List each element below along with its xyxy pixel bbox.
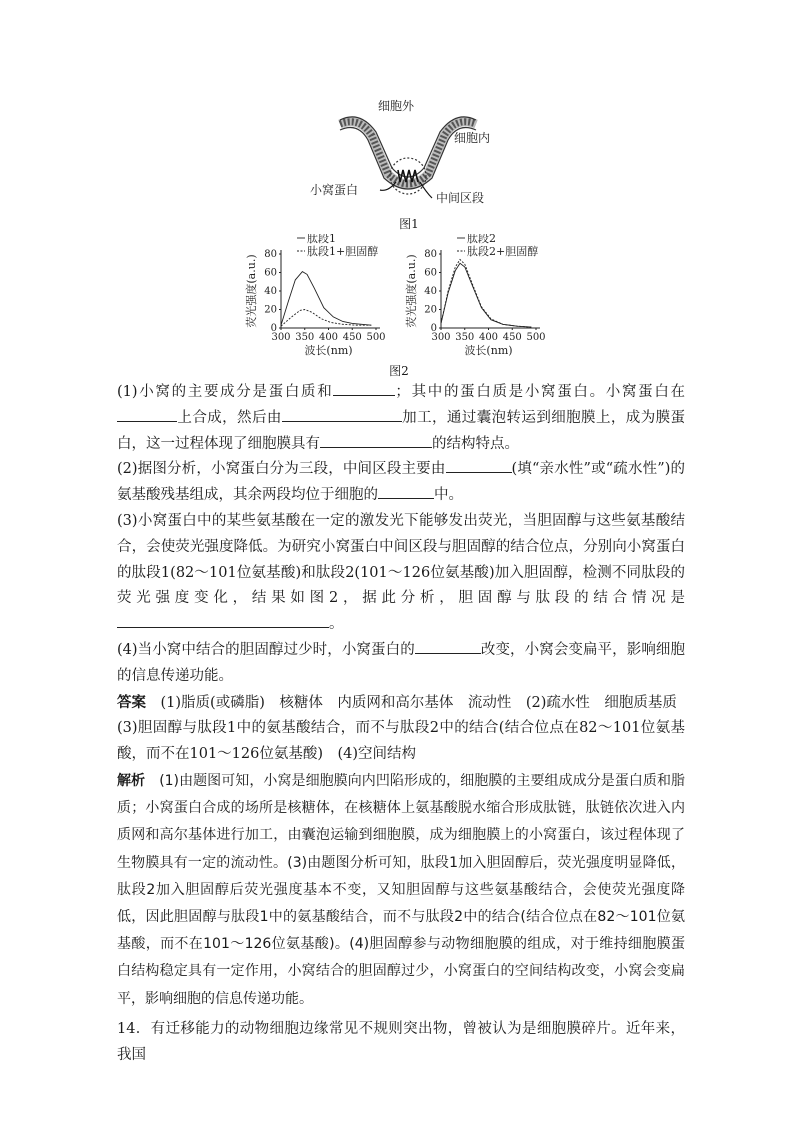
legend-label: 肽段2+胆固醇 [467, 245, 539, 258]
series-line [281, 272, 371, 326]
analysis-block [117, 768, 685, 1013]
answer-blank [320, 432, 432, 448]
question-1: (1)小窝的主要成分是蛋白质和 ；其中的蛋白质是小窝蛋白。小窝蛋白在上合成，然后由 加工，通过囊泡转运到细胞膜上，成为膜蛋白，这一过程体现了细胞膜具有 的结构特点。 [117, 380, 685, 457]
y-axis-label: 荧光强度(a.u.) [405, 254, 418, 328]
answer-blank [333, 380, 395, 396]
legend-label: 肽段1+胆固醇 [307, 245, 379, 258]
y-tick-label: 0 [270, 323, 277, 334]
y-tick-label: 40 [424, 286, 437, 297]
y-axis-label: 荧光强度(a.u.) [245, 254, 258, 328]
x-tick-label: 300 [271, 332, 291, 343]
figure-1-membrane-diagram [300, 96, 530, 222]
x-tick-label: 500 [366, 332, 386, 343]
figure-2-charts [235, 234, 565, 374]
x-tick-label: 350 [455, 332, 475, 343]
x-tick-label: 450 [342, 332, 362, 343]
answer-blank [282, 406, 402, 422]
x-tick-label: 400 [318, 332, 339, 343]
x-tick-label: 350 [295, 332, 315, 343]
y-tick-label: 40 [264, 286, 277, 297]
analysis-text: (1)由题图可知，小窝是细胞膜向内凹陷形成的，细胞膜的主要组成成分是蛋白质和脂质；小窝蛋白合成的场所是核糖体，在核糖体上氨基酸脱水缩合形成肽链，肽链依次进入内质网和高尔基体进行加工，由囊泡运输到细胞膜，成为细胞膜上的小窝蛋白，该过程体现了生物膜具有一定的流动性。(3)由题图分析可知，肽段1加入胆固醇后，荧光强度明显降低，肽段2加入胆固醇后荧光强度基本不变，又知胆固醇与这些氨基酸结合，会使荧光强度降低，因此胆固醇与肽段1中的氨基酸结合，而不与肽段2中的结合(结合位点在82～101位氨基酸，而不在101～126位氨基酸)。(4)胆固醇参与动物细胞膜的组成，对于维持细胞膜蛋白结构稳定具有一定作用，小窝结合的胆固醇过少，小窝蛋白的空间结构改变，小窝会变扁平，影响细胞的信息传递功能。 [117, 772, 686, 1007]
x-tick-label: 450 [502, 332, 522, 343]
y-tick-label: 20 [264, 304, 277, 316]
label-outside: 细胞外 [378, 99, 415, 113]
next-question: 14．有迁移能力的动物细胞边缘常见不规则突出物，曾被认为是细胞膜碎片。近年来，我国 [117, 1020, 685, 1063]
answer-blank [117, 406, 177, 422]
answer-label: 答案 [117, 693, 146, 711]
series-line [441, 260, 531, 328]
answer-blank [378, 483, 434, 499]
y-tick-label: 20 [424, 304, 437, 316]
answer-blank [446, 457, 512, 473]
figure-2-caption: 图2 [389, 364, 409, 378]
fluorescence-charts [235, 234, 565, 374]
label-middle-segment: 中间区段 [436, 191, 485, 205]
legend-label: 肽段2 [467, 234, 496, 245]
question-2: (2)据图分析，小窝蛋白分为三段，中间区段主要由 (填“亲水性”或“疏水性”)的氨基酸残基组成，其余两段均位于细胞的 中。 [117, 457, 685, 509]
legend-label: 肽段1 [307, 234, 336, 245]
y-tick-label: 80 [424, 249, 437, 260]
x-tick-label: 300 [431, 332, 451, 343]
x-axis-label: 波长(nm) [464, 344, 513, 357]
series-line [441, 263, 531, 327]
label-caveolin: 小窝蛋白 [310, 183, 359, 197]
answer-line-2: (3)胆固醇与肽段1中的氨基酸结合，而不与肽段2中的结合(结合位点在82～101位氨基酸，而不在101～126位氨基酸) (4)空间结构 [117, 720, 685, 763]
answer-block [117, 690, 685, 717]
x-tick-label: 400 [478, 332, 499, 343]
y-tick-label: 60 [424, 267, 437, 279]
answer-blank [117, 612, 329, 628]
question-3: (3)小窝蛋白中的某些氨基酸在一定的激发光下能够发出荧光，当胆固醇与这些氨基酸结合，会使荧光强度降低。为研究小窝蛋白中间区段与胆固醇的结合位点，分别向小窝蛋白的肽段1(82～101位氨基酸)和肽段2(101～126位氨基酸)加入胆固醇，检测不同肽段的荧光强度变化，结果如图2，据此分析，胆固醇与肽段的结合情况是。 [117, 512, 685, 633]
analysis-label: 解析 [117, 772, 146, 789]
label-inside: 细胞内 [454, 131, 491, 145]
membrane-illustration [300, 96, 530, 222]
question-body [117, 380, 685, 1068]
x-tick-label: 500 [526, 332, 546, 343]
question-4: (4)当小窝中结合的胆固醇过少时，小窝蛋白的 改变，小窝会变扁平，影响细胞的信息传递功能。 [117, 638, 685, 690]
x-axis-label: 波长(nm) [304, 344, 353, 357]
answer-blank [415, 638, 481, 654]
answer-line-1: (1)脂质(或磷脂) 核糖体 内质网和高尔基体 流动性 (2)疏水性 细胞质基质 [160, 694, 677, 711]
y-tick-label: 60 [264, 267, 277, 279]
figure-1-caption: 图1 [399, 217, 419, 231]
y-tick-label: 0 [430, 323, 437, 334]
y-tick-label: 80 [264, 249, 277, 260]
